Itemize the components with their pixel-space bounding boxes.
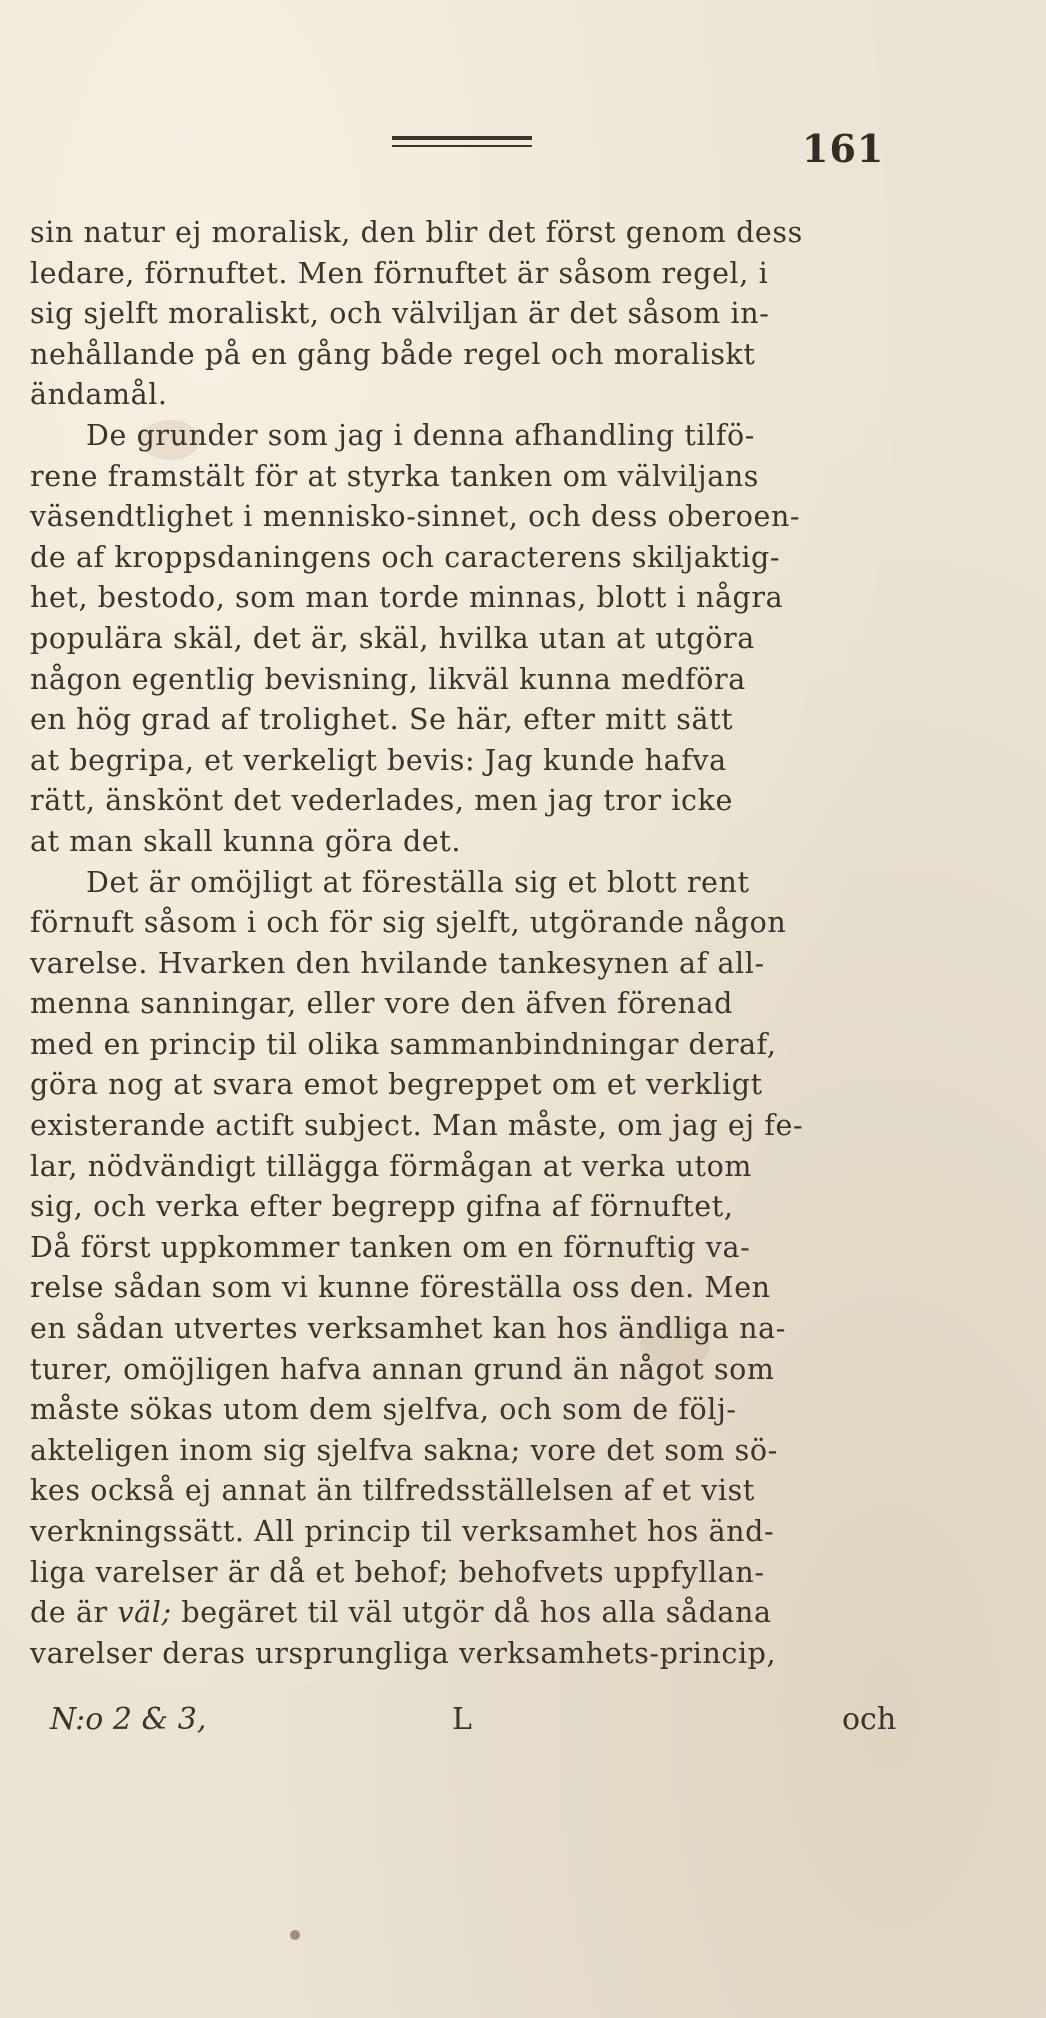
text-line: at begripa, et verkeligt bevis: Jag kunde hafva — [30, 743, 727, 777]
text-line: med en princip til olika sammanbindningar deraf, — [30, 1027, 777, 1061]
text-line: liga varelser är då et behof; behofvets uppfyllan- — [30, 1555, 765, 1589]
text-line: varelser deras ursprungliga verksamhets-princip, — [30, 1636, 777, 1670]
text-line: existerande actift subject. Man måste, om jag ej fe- — [30, 1109, 804, 1143]
catchword: och — [842, 1702, 897, 1737]
text-line: måste sökas utom dem sjelfva, och som de följ- — [30, 1393, 737, 1427]
text-line-with-emphasis — [30, 1593, 910, 1634]
text-line: sig sjelft moraliskt, och välviljan är det såsom in- — [30, 297, 770, 331]
text-line: väsendtlighet i mennisko-sinnet, och dess oberoen- — [30, 500, 801, 534]
text-line: kes också ej annat än tilfredsställelsen af et vist — [30, 1474, 755, 1508]
text-line: Då först uppkommer tanken om en förnuftig va- — [30, 1230, 751, 1264]
text-segment: de är — [30, 1596, 108, 1630]
text-line: menna sanningar, eller vore den äfven förenad — [30, 987, 733, 1021]
text-line: verkningssätt. All princip til verksamhet hos änd- — [30, 1515, 775, 1548]
text-line: sig, och verka efter begrepp gifna af förnuftet, — [30, 1190, 734, 1224]
header-rule — [392, 136, 532, 152]
text-line: de af kroppsdaningens och caracterens skiljaktig- — [30, 540, 781, 574]
paragraph-start-line: Det är omöjligt at föreställa sig et blott rent — [86, 865, 750, 899]
body-text — [30, 213, 910, 1674]
text-line: rätt, änskönt det vederlades, men jag tror icke — [30, 784, 733, 818]
text-line: göra nog at svara emot begreppet om et verkligt — [30, 1068, 763, 1102]
signature-letter: L — [452, 1702, 472, 1737]
emphasized-word: väl; — [117, 1596, 172, 1630]
text-line: en sådan utvertes verksamhet kan hos ändliga na- — [30, 1312, 786, 1346]
text-line: ändamål. — [30, 378, 168, 412]
text-line: relse sådan som vi kunne föreställa oss den. Men — [30, 1271, 771, 1305]
signature-mark: N:o 2 & 3, — [50, 1702, 207, 1737]
page-footer — [50, 1698, 910, 1742]
text-line: rene framstält för at styrka tanken om välviljans — [30, 459, 760, 493]
text-line: at man skall kunna göra det. — [30, 824, 461, 858]
text-segment: begäret til väl utgör då hos alla sådana — [181, 1596, 772, 1630]
text-line: nehållande på en gång både regel och moraliskt — [30, 337, 756, 371]
text-line: ledare, förnuftet. Men förnuftet är såsom regel, i — [30, 256, 769, 290]
ink-dot — [290, 1930, 300, 1940]
text-line: någon egentlig bevisning, likväl kunna medföra — [30, 662, 746, 696]
page-number: 161 — [802, 126, 885, 171]
text-line: akteligen inom sig sjelfva sakna; vore det som sö- — [30, 1433, 778, 1467]
text-line: en hög grad af trolighet. Se här, efter mitt sätt — [30, 703, 734, 737]
paragraph-start-line: De grunder som jag i denna afhandling tilfö- — [86, 418, 755, 452]
text-line: populära skäl, det är, skäl, hvilka utan at utgöra — [30, 621, 755, 655]
text-line: turer, omöjligen hafva annan grund än något som — [30, 1352, 775, 1386]
text-line: lar, nödvändigt tillägga förmågan at verka utom — [30, 1149, 752, 1183]
text-line: het, bestodo, som man torde minnas, blott i några — [30, 581, 784, 615]
text-line: sin natur ej moralisk, den blir det först genom dess — [30, 216, 803, 249]
text-line: förnuft såsom i och för sig sjelft, utgörande någon — [30, 906, 787, 940]
text-line: varelse. Hvarken den hvilande tankesynen af all- — [30, 946, 765, 980]
